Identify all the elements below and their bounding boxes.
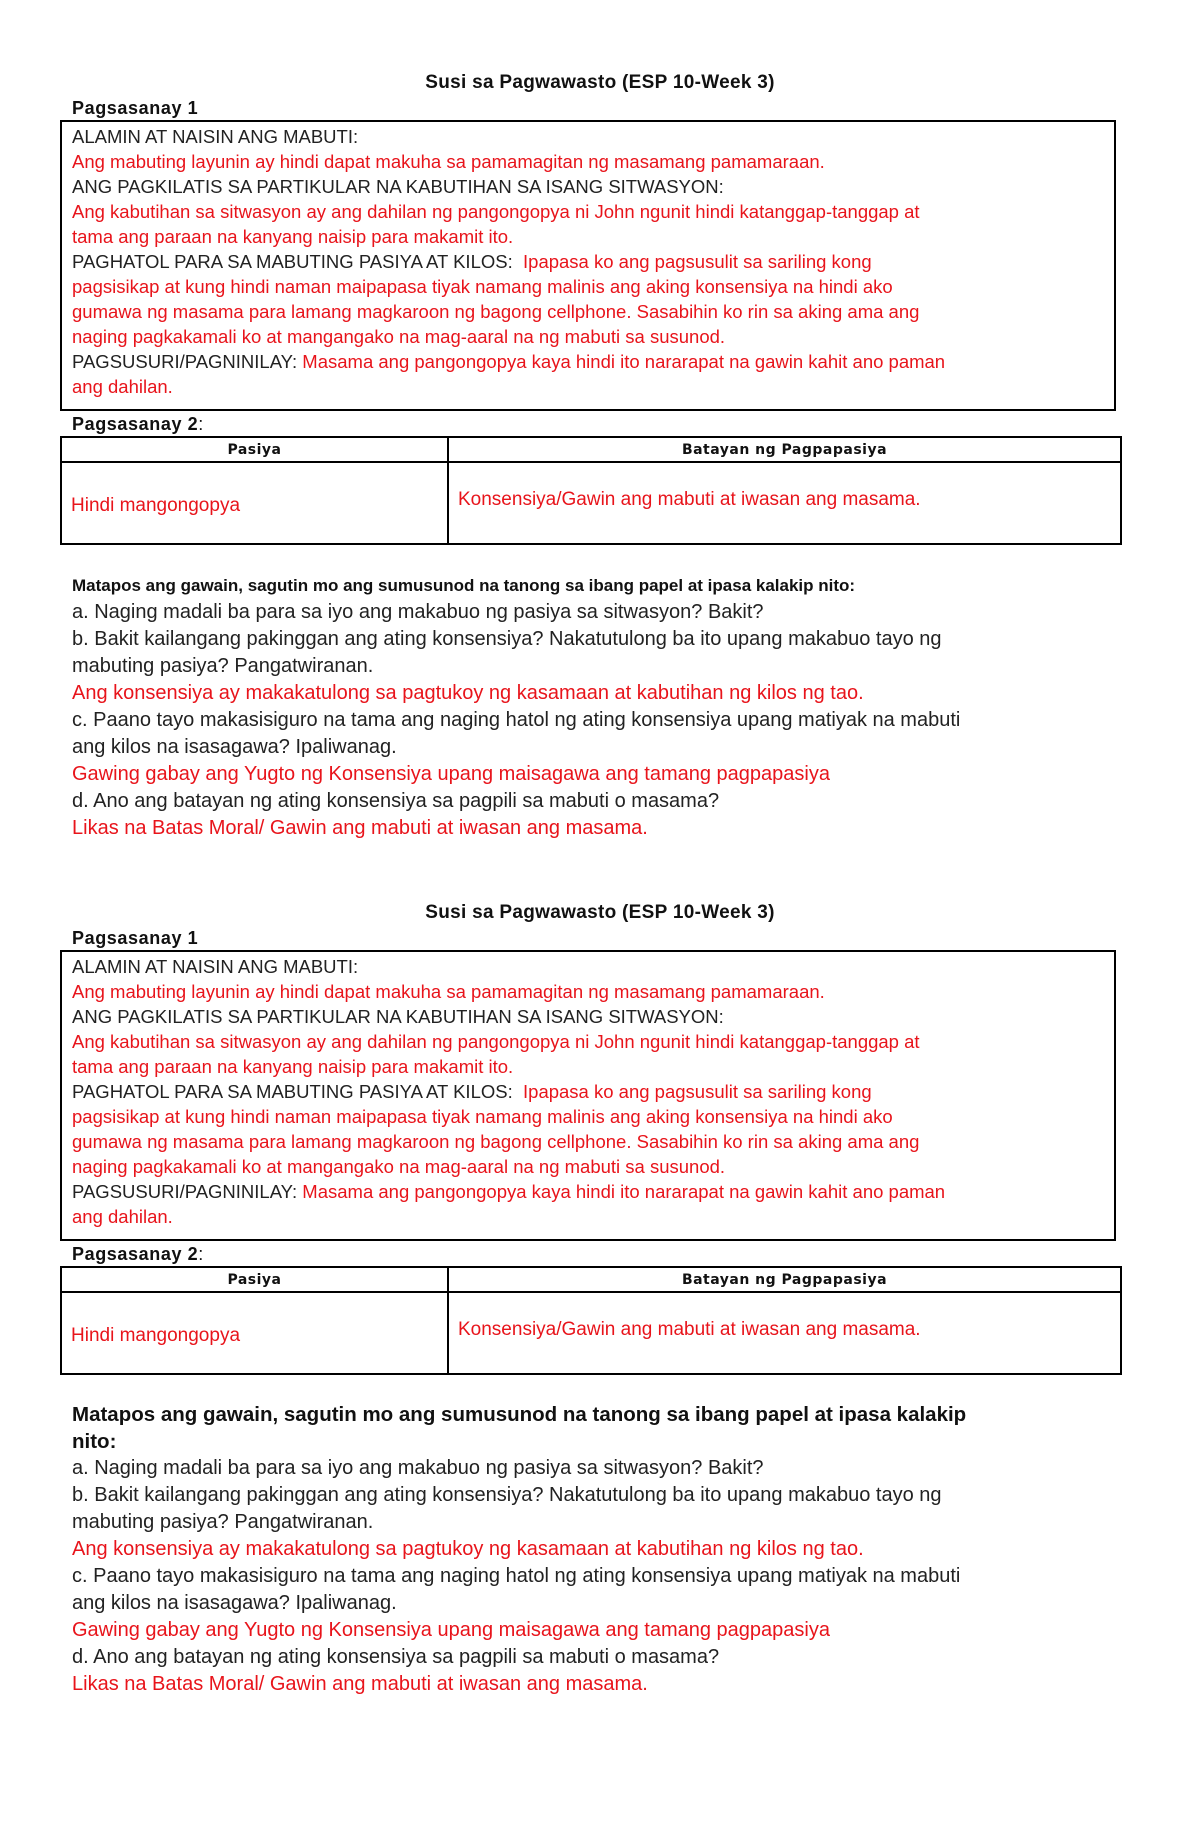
- box-answer-pagkilatis-cont: tama ang paraan na kanyang naisip para makamit ito.: [72, 1056, 514, 1077]
- box-answer-alamin: Ang mabuting layunin ay hindi dapat makuha sa pamamagitan ng masamang pamamaraan.: [72, 981, 825, 1002]
- box-answer-pagsusuri: Masama ang pangongopya kaya hindi ito nararapat na gawin kahit ano paman: [302, 351, 946, 372]
- table-cell-batayan: Konsensiya/Gawin ang mabuti at iwasan ang masama.: [448, 462, 1121, 544]
- answer-c: Gawing gabay ang Yugto ng Konsensiya upang maisagawa ang tamang pagpapasiya: [72, 763, 830, 785]
- pagsasanay-1-label-2: Pagsasanay 1: [72, 928, 199, 948]
- table-header-batayan: Batayan ng Pagpapasiya: [448, 1267, 1121, 1292]
- pagsasanay-2-label: [72, 414, 204, 435]
- box-label-paghatol: PAGHATOL PARA SA MABUTING PASIYA AT KILOS:: [72, 1081, 513, 1102]
- question-c-cont: ang kilos na isasagawa? Ipaliwanag.: [72, 736, 397, 758]
- pagsasanay-1-box: [60, 120, 1116, 411]
- table-row: [61, 1292, 1121, 1374]
- pagsasanay-1-box-2: [60, 950, 1116, 1241]
- pagsasanay-2-text: Pagsasanay 2: [72, 414, 199, 434]
- table-row: [61, 462, 1121, 544]
- box-answer-alamin: Ang mabuting layunin ay hindi dapat makuha sa pamamagitan ng masamang pamamaraan.: [72, 151, 825, 172]
- pagsasanay-2-text: Pagsasanay 2: [72, 1244, 199, 1264]
- question-d: d. Ano ang batayan ng ating konsensiya sa pagpili sa mabuti o masama?: [72, 790, 720, 812]
- questions-block: [72, 572, 1132, 842]
- box-answer-paghatol-cont1: pagsisikap at kung hindi naman maipapasa tiyak namang malinis ang aking konsensiya na hindi ako: [72, 276, 893, 297]
- table-cell-batayan: Konsensiya/Gawin ang mabuti at iwasan ang masama.: [448, 1292, 1121, 1374]
- box-answer-pagsusuri-cont: ang dahilan.: [72, 1206, 173, 1227]
- answer-c: Gawing gabay ang Yugto ng Konsensiya upang maisagawa ang tamang pagpapasiya: [72, 1619, 830, 1641]
- question-c: c. Paano tayo makasisiguro na tama ang naging hatol ng ating konsensiya upang matiyak na mabuti: [72, 1565, 961, 1587]
- box-label-pagkilatis: ANG PAGKILATIS SA PARTIKULAR NA KABUTIHAN SA ISANG SITWASYON:: [72, 176, 724, 197]
- table-header-row: [61, 437, 1121, 462]
- box-answer-pagsusuri-cont: ang dahilan.: [72, 376, 173, 397]
- question-b-cont: mabuting pasiya? Pangatwiranan.: [72, 1511, 374, 1533]
- box-answer-paghatol-cont2: gumawa ng masama para lamang magkaroon ng bagong cellphone. Sasabihin ko rin sa aking ama ang: [72, 301, 920, 322]
- question-b-cont: mabuting pasiya? Pangatwiranan.: [72, 655, 374, 677]
- table-cell-pasiya: Hindi mangongopya: [61, 1292, 448, 1374]
- box-answer-pagkilatis: Ang kabutihan sa sitwasyon ay ang dahilan ng pangongopya ni John ngunit hindi katanggap-tanggap at: [72, 1031, 920, 1052]
- box-label-alamin: ALAMIN AT NAISIN ANG MABUTI:: [72, 956, 359, 977]
- pagsasanay-2-colon: :: [198, 414, 204, 434]
- pagsasanay-2-label-2: [72, 1244, 204, 1265]
- answer-b: Ang konsensiya ay makakatulong sa pagtukoy ng kasamaan at kabutihan ng kilos ng tao.: [72, 682, 864, 704]
- questions-intro-cont: nito:: [72, 1430, 117, 1453]
- box-label-pagsusuri: PAGSUSURI/PAGNINILAY:: [72, 1181, 298, 1202]
- table-header-batayan: Batayan ng Pagpapasiya: [448, 437, 1121, 462]
- box-answer-pagkilatis: Ang kabutihan sa sitwasyon ay ang dahilan ng pangongopya ni John ngunit hindi katanggap-tanggap at: [72, 201, 920, 222]
- box-line-pagsusuri: [72, 349, 1104, 374]
- questions-intro: Matapos ang gawain, sagutin mo ang sumusunod na tanong sa ibang papel at ipasa kalakip: [72, 1403, 967, 1426]
- question-d: d. Ano ang batayan ng ating konsensiya sa pagpili sa mabuti o masama?: [72, 1646, 720, 1668]
- page-title-2: Susi sa Pagwawasto (ESP 10-Week 3): [425, 902, 775, 923]
- box-line-pagsusuri: [72, 1179, 1104, 1204]
- box-label-pagsusuri: PAGSUSURI/PAGNINILAY:: [72, 351, 298, 372]
- box-answer-paghatol: Ipapasa ko ang pagsusulit sa sariling kong: [523, 251, 872, 272]
- pagsasanay-2-table-2: [60, 1266, 1122, 1375]
- box-answer-paghatol-cont3: naging pagkakamali ko at mangangako na mag-aaral na ng mabuti sa susunod.: [72, 1156, 726, 1177]
- box-answer-paghatol-cont1: pagsisikap at kung hindi naman maipapasa tiyak namang malinis ang aking konsensiya na hindi ako: [72, 1106, 893, 1127]
- table-cell-pasiya: Hindi mangongopya: [61, 462, 448, 544]
- box-answer-paghatol-cont3: naging pagkakamali ko at mangangako na mag-aaral na ng mabuti sa susunod.: [72, 326, 726, 347]
- box-answer-pagkilatis-cont: tama ang paraan na kanyang naisip para makamit ito.: [72, 226, 514, 247]
- questions-block-2: [72, 1401, 1132, 1698]
- table-header-row: [61, 1267, 1121, 1292]
- box-line-paghatol: [72, 249, 1104, 274]
- questions-intro: Matapos ang gawain, sagutin mo ang sumusunod na tanong sa ibang papel at ipasa kalakip nito:: [72, 576, 856, 595]
- box-answer-paghatol-cont2: gumawa ng masama para lamang magkaroon ng bagong cellphone. Sasabihin ko rin sa aking ama ang: [72, 1131, 920, 1152]
- question-c-cont: ang kilos na isasagawa? Ipaliwanag.: [72, 1592, 397, 1614]
- question-a: a. Naging madali ba para sa iyo ang makabuo ng pasiya sa sitwasyon? Bakit?: [72, 1457, 764, 1479]
- box-line-paghatol: [72, 1079, 1104, 1104]
- box-answer-pagsusuri: Masama ang pangongopya kaya hindi ito nararapat na gawin kahit ano paman: [302, 1181, 946, 1202]
- table-header-pasiya: Pasiya: [61, 437, 448, 462]
- box-label-alamin: ALAMIN AT NAISIN ANG MABUTI:: [72, 126, 359, 147]
- question-a: a. Naging madali ba para sa iyo ang makabuo ng pasiya sa sitwasyon? Bakit?: [72, 601, 764, 623]
- pagsasanay-1-label: Pagsasanay 1: [72, 98, 199, 118]
- pagsasanay-2-table: [60, 436, 1122, 545]
- page-title: Susi sa Pagwawasto (ESP 10-Week 3): [425, 72, 775, 93]
- answer-b: Ang konsensiya ay makakatulong sa pagtukoy ng kasamaan at kabutihan ng kilos ng tao.: [72, 1538, 864, 1560]
- box-answer-paghatol: Ipapasa ko ang pagsusulit sa sariling kong: [523, 1081, 872, 1102]
- answer-d: Likas na Batas Moral/ Gawin ang mabuti at iwasan ang masama.: [72, 817, 648, 839]
- question-c: c. Paano tayo makasisiguro na tama ang naging hatol ng ating konsensiya upang matiyak na mabuti: [72, 709, 961, 731]
- answer-d: Likas na Batas Moral/ Gawin ang mabuti at iwasan ang masama.: [72, 1673, 648, 1695]
- table-header-pasiya: Pasiya: [61, 1267, 448, 1292]
- question-b: b. Bakit kailangang pakinggan ang ating konsensiya? Nakatutulong ba ito upang makabuo tayo ng: [72, 628, 942, 650]
- question-b: b. Bakit kailangang pakinggan ang ating konsensiya? Nakatutulong ba ito upang makabuo tayo ng: [72, 1484, 942, 1506]
- box-label-pagkilatis: ANG PAGKILATIS SA PARTIKULAR NA KABUTIHAN SA ISANG SITWASYON:: [72, 1006, 724, 1027]
- pagsasanay-2-colon: :: [198, 1244, 204, 1264]
- box-label-paghatol: PAGHATOL PARA SA MABUTING PASIYA AT KILOS:: [72, 251, 513, 272]
